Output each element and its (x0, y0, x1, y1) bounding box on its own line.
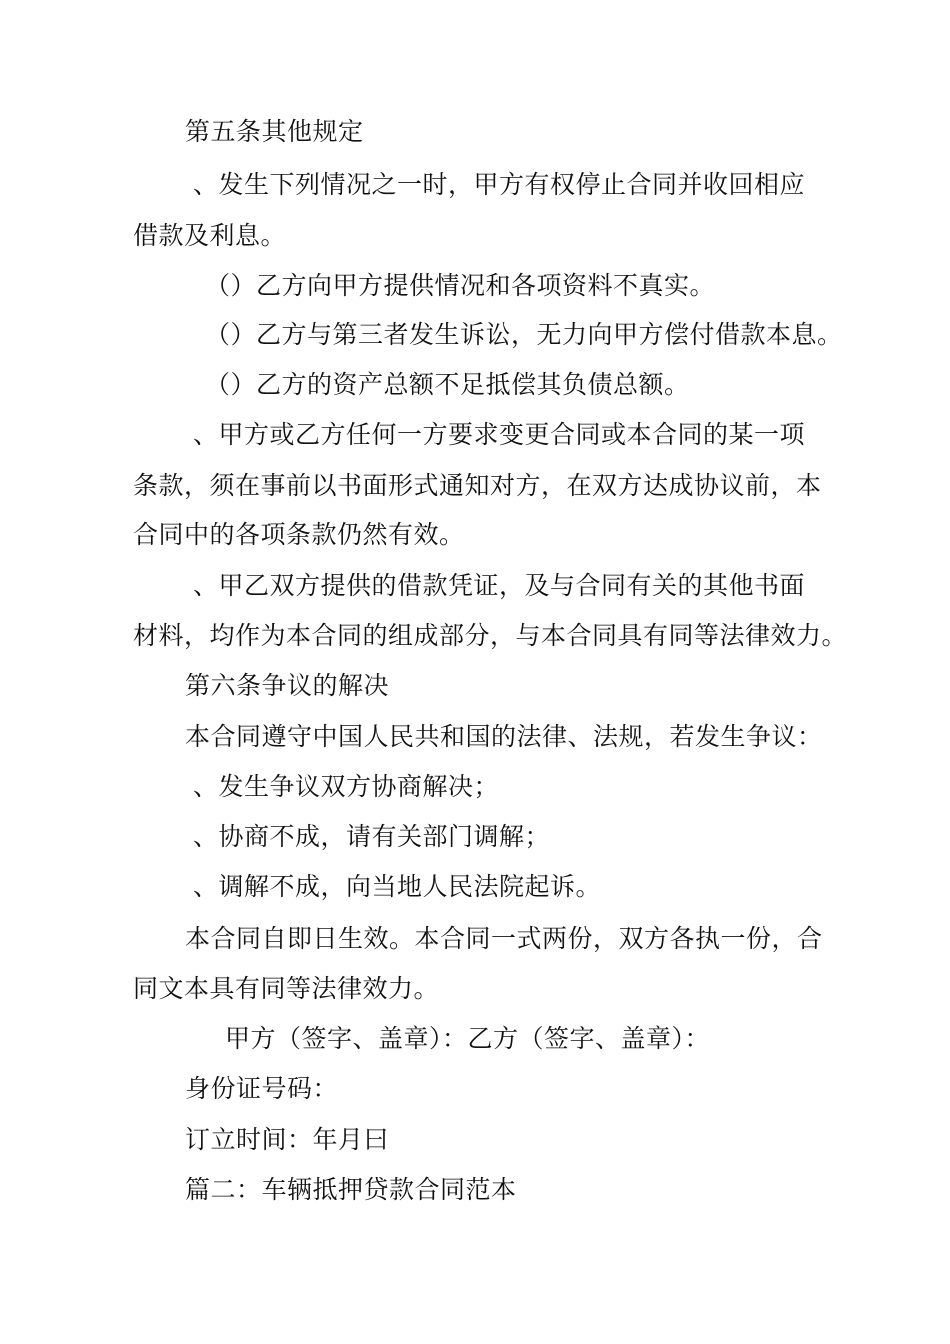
section-6-item-3: 、调解不成，向当地人民法院起诉。 (193, 872, 602, 901)
signature-line: 甲方（签字、盖章）：乙方（签字、盖章）： (225, 1024, 711, 1053)
section-6-item-2: 、协商不成，请有关部门调解； (193, 822, 551, 851)
clause-5-1-item-2: （）乙方与第三者发生诉讼，无力向甲方偿付借款本息。 (205, 320, 843, 349)
clause-5-3-line-1: 、甲乙双方提供的借款凭证，及与合同有关的其他书面 (193, 571, 806, 600)
section-6-item-1: 、发生争议双方协商解决； (193, 772, 500, 801)
clause-5-3-line-2: 材料，均作为本合同的组成部分，与本合同具有同等法律效力。 (133, 621, 848, 650)
effective-clause-line-2: 同文本具有同等法律效力。 (133, 974, 440, 1003)
clause-5-2-line-1: 、甲方或乙方任何一方要求变更合同或本合同的某一项 (193, 420, 806, 449)
part-two-title: 篇二：车辆抵押贷款合同范本 (185, 1175, 517, 1204)
clause-5-1-line-1: 、发生下列情况之一时，甲方有权停止合同并收回相应 (193, 170, 806, 199)
clause-5-2-line-3: 合同中的各项条款仍然有效。 (133, 520, 465, 549)
signing-date-line: 订立时间：年月曰 (185, 1125, 390, 1154)
clause-5-2-line-2: 条款，须在事前以书面形式通知对方，在双方达成协议前，本 (133, 471, 822, 500)
section-6-intro: 本合同遵守中国人民共和国的法律、法规，若发生争议： (185, 722, 823, 751)
section-6-heading: 第六条争议的解决 (185, 671, 390, 700)
effective-clause-line-1: 本合同自即日生效。本合同一式两份，双方各执一份，合 (185, 924, 823, 953)
section-5-heading: 第五条其他规定 (185, 117, 364, 146)
clause-5-1-item-1: （）乙方向甲方提供情况和各项资料不真实。 (205, 271, 716, 300)
id-number-line: 身份证号码： (185, 1074, 339, 1103)
clause-5-1-line-2: 借款及利息。 (133, 221, 287, 250)
clause-5-1-item-3: （）乙方的资产总额不足抵偿其负债总额。 (205, 370, 690, 399)
